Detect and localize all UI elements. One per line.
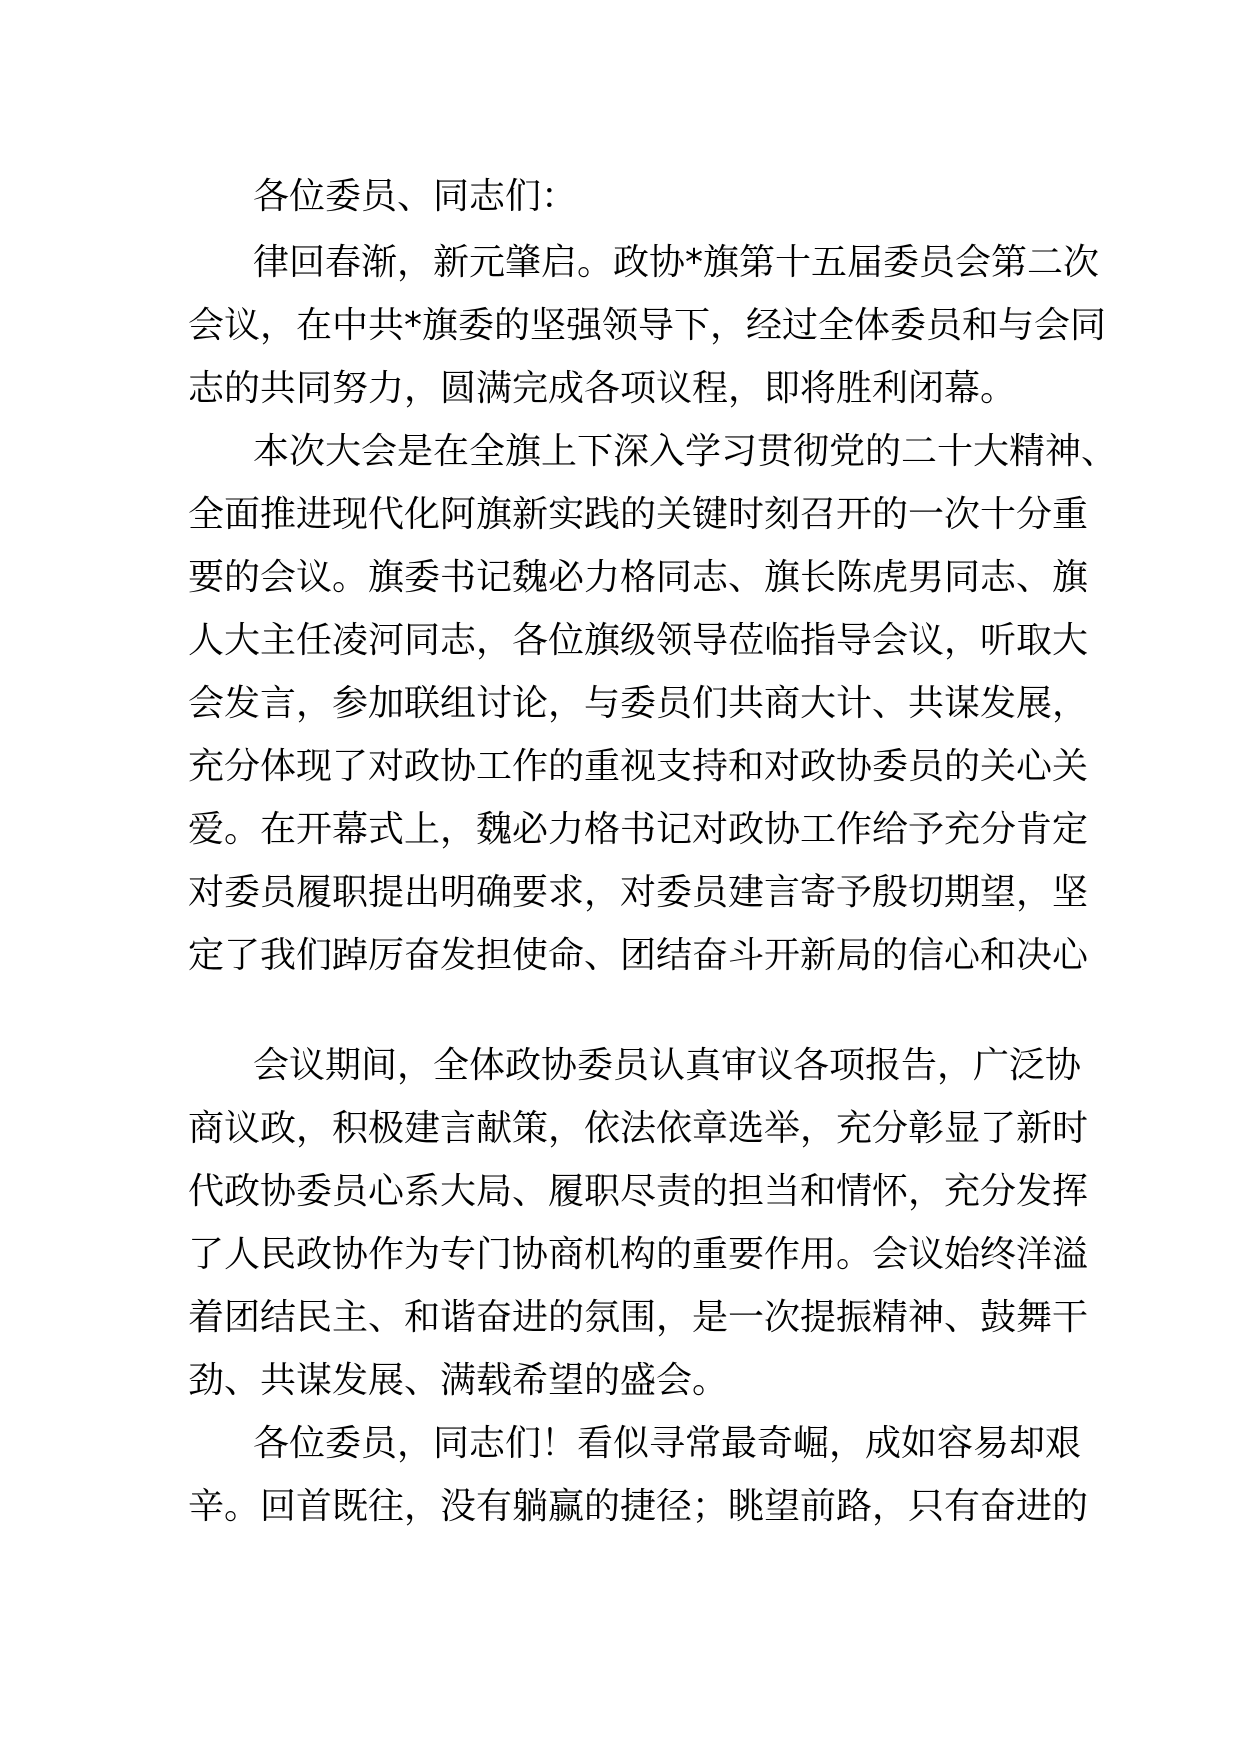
text-line: 爱。在开幕式上，魏必力格书记对政协工作给予充分肯定	[188, 809, 1089, 850]
text-line: 本次大会是在全旗上下深入学习贯彻党的二十大精神、	[253, 431, 1118, 472]
text-line: 定了我们踔厉奋发担使命、团结奋斗开新局的信心和决心	[188, 935, 1089, 976]
text-line: 辛。回首既往，没有躺赢的捷径；眺望前路，只有奋进的	[188, 1486, 1089, 1527]
text-line: 要的会议。旗委书记魏必力格同志、旗长陈虎男同志、旗	[188, 557, 1089, 598]
text-line: 志的共同努力，圆满完成各项议程，即将胜利闭幕。	[188, 368, 1017, 409]
text-line: 对委员履职提出明确要求，对委员建言寄予殷切期望，坚	[188, 872, 1089, 913]
text-line: 各位委员，同志们！看似寻常最奇崛，成如容易却艰	[253, 1423, 1082, 1464]
text-line: 了人民政协作为专门协商机构的重要作用。会议始终洋溢	[188, 1234, 1089, 1275]
text-line: 会发言，参加联组讨论，与委员们共商大计、共谋发展，	[188, 683, 1089, 724]
text-line: 劲、共谋发展、满载希望的盛会。	[188, 1360, 729, 1401]
text-line: 着团结民主、和谐奋进的氛围，是一次提振精神、鼓舞干	[188, 1297, 1089, 1338]
text-line: 人大主任凌河同志，各位旗级领导莅临指导会议，听取大	[188, 620, 1089, 661]
text-line: 充分体现了对政协工作的重视支持和对政协委员的关心关	[188, 746, 1089, 787]
text-line: 代政协委员心系大局、履职尽责的担当和情怀，充分发挥	[188, 1171, 1089, 1212]
text-line: 会议，在中共*旗委的坚强领导下，经过全体委员和与会同	[188, 305, 1107, 346]
salutation: 各位委员、同志们：	[253, 176, 578, 217]
text-line: 全面推进现代化阿旗新实践的关键时刻召开的一次十分重	[188, 494, 1089, 535]
text-line: 会议期间，全体政协委员认真审议各项报告，广泛协	[253, 1045, 1082, 1086]
text-line: 商议政，积极建言献策，依法依章选举，充分彰显了新时	[188, 1108, 1089, 1149]
text-line: 律回春渐，新元肇启。政协*旗第十五届委员会第二次	[253, 242, 1100, 283]
